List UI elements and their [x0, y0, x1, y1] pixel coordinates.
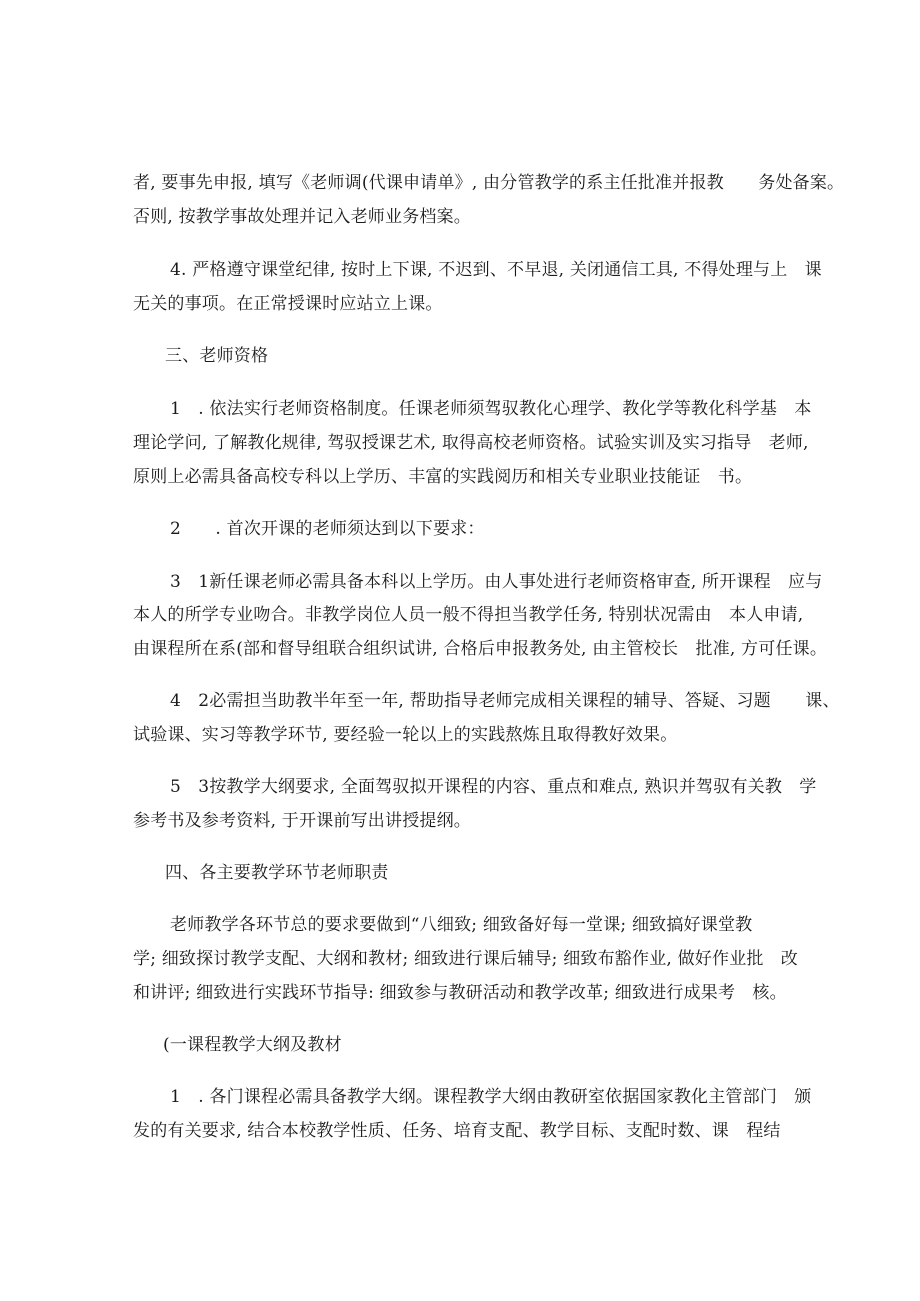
text-line: 由课程所在系(部和督导组联合组织试讲, 合格后申报教务处, 由主管校长 批准, 方可任课。	[133, 639, 828, 659]
text-line: 学; 细致探讨教学支配、大纲和教材; 细致进行课后辅导; 细致布豁作业, 做好作业批 改	[133, 949, 798, 969]
text-line: 无关的事项。在正常授课时应站立上课。	[133, 294, 443, 314]
text-line: 1 . 依法实行老师资格制度。任课老师须驾驭教化心理学、教化学等教化科学基 本	[170, 399, 812, 419]
text-line: 2 . 首次开课的老师须达到以下要求：	[170, 519, 485, 539]
text-line: 发的有关要求, 结合本校教学性质、任务、培育支配、教学目标、支配时数、课 程结	[133, 1121, 781, 1141]
text-line: 者, 要事先申报, 填写《老师调(代课申请单》, 由分管教学的系主任批准并报教 务处备案。	[133, 173, 845, 193]
text-line: 试验课、实习等教学环节, 要经验一轮以上的实践熬炼且取得教好效果。	[133, 725, 678, 745]
section-heading: 三、老师资格	[165, 346, 269, 366]
text-line: 1 . 各门课程必需具备教学大纲。课程教学大纲由教研室依据国家教化主管部门 颁	[170, 1087, 812, 1107]
text-line: 原则上必需具备高校专科以上学历、丰富的实践阅历和相关专业职业技能证 书。	[133, 467, 753, 487]
text-line: 4 2必需担当助教半年至一年, 帮助指导老师完成相关课程的辅导、答疑、习题 课、	[170, 691, 840, 711]
text-line: 5 3按教学大纲要求, 全面驾驭拟开课程的内容、重点和难点, 熟识并驾驭有关教 学	[170, 777, 817, 797]
text-line: 本人的所学专业吻合。非教学岗位人员一般不得担当教学任务, 特别状况需由 本人申请,	[133, 605, 804, 625]
text-line: 否则, 按教学事故处理并记入老师业务档案。	[133, 207, 472, 227]
text-line: 3 1新任课老师必需具备本科以上学历。由人事处进行老师资格审查, 所开课程 应与	[170, 572, 823, 592]
text-line: 和讲评; 细致进行实践环节指导: 细致参与教研活动和教学改革; 细致进行成果考 核。	[133, 983, 787, 1003]
text-line: 理论学问, 了解教化规律, 驾驭授课艺术, 取得高校老师资格。试验实训及实习指导 老师,	[133, 433, 809, 453]
text-line: 4. 严格遵守课堂纪律, 按时上下课, 不迟到、不早退, 关闭通信工具, 不得处理与上 课	[170, 260, 822, 280]
section-heading: 四、各主要教学环节老师职责	[165, 863, 389, 883]
subsection-heading: (一课程教学大纲及教材	[163, 1035, 342, 1055]
text-line: 老师教学各环节总的要求要做到“八细致; 细致备好每一堂课; 细致搞好课堂教	[170, 915, 753, 935]
text-line: 参考书及参考资料, 于开课前写出讲授提纲。	[133, 811, 472, 831]
